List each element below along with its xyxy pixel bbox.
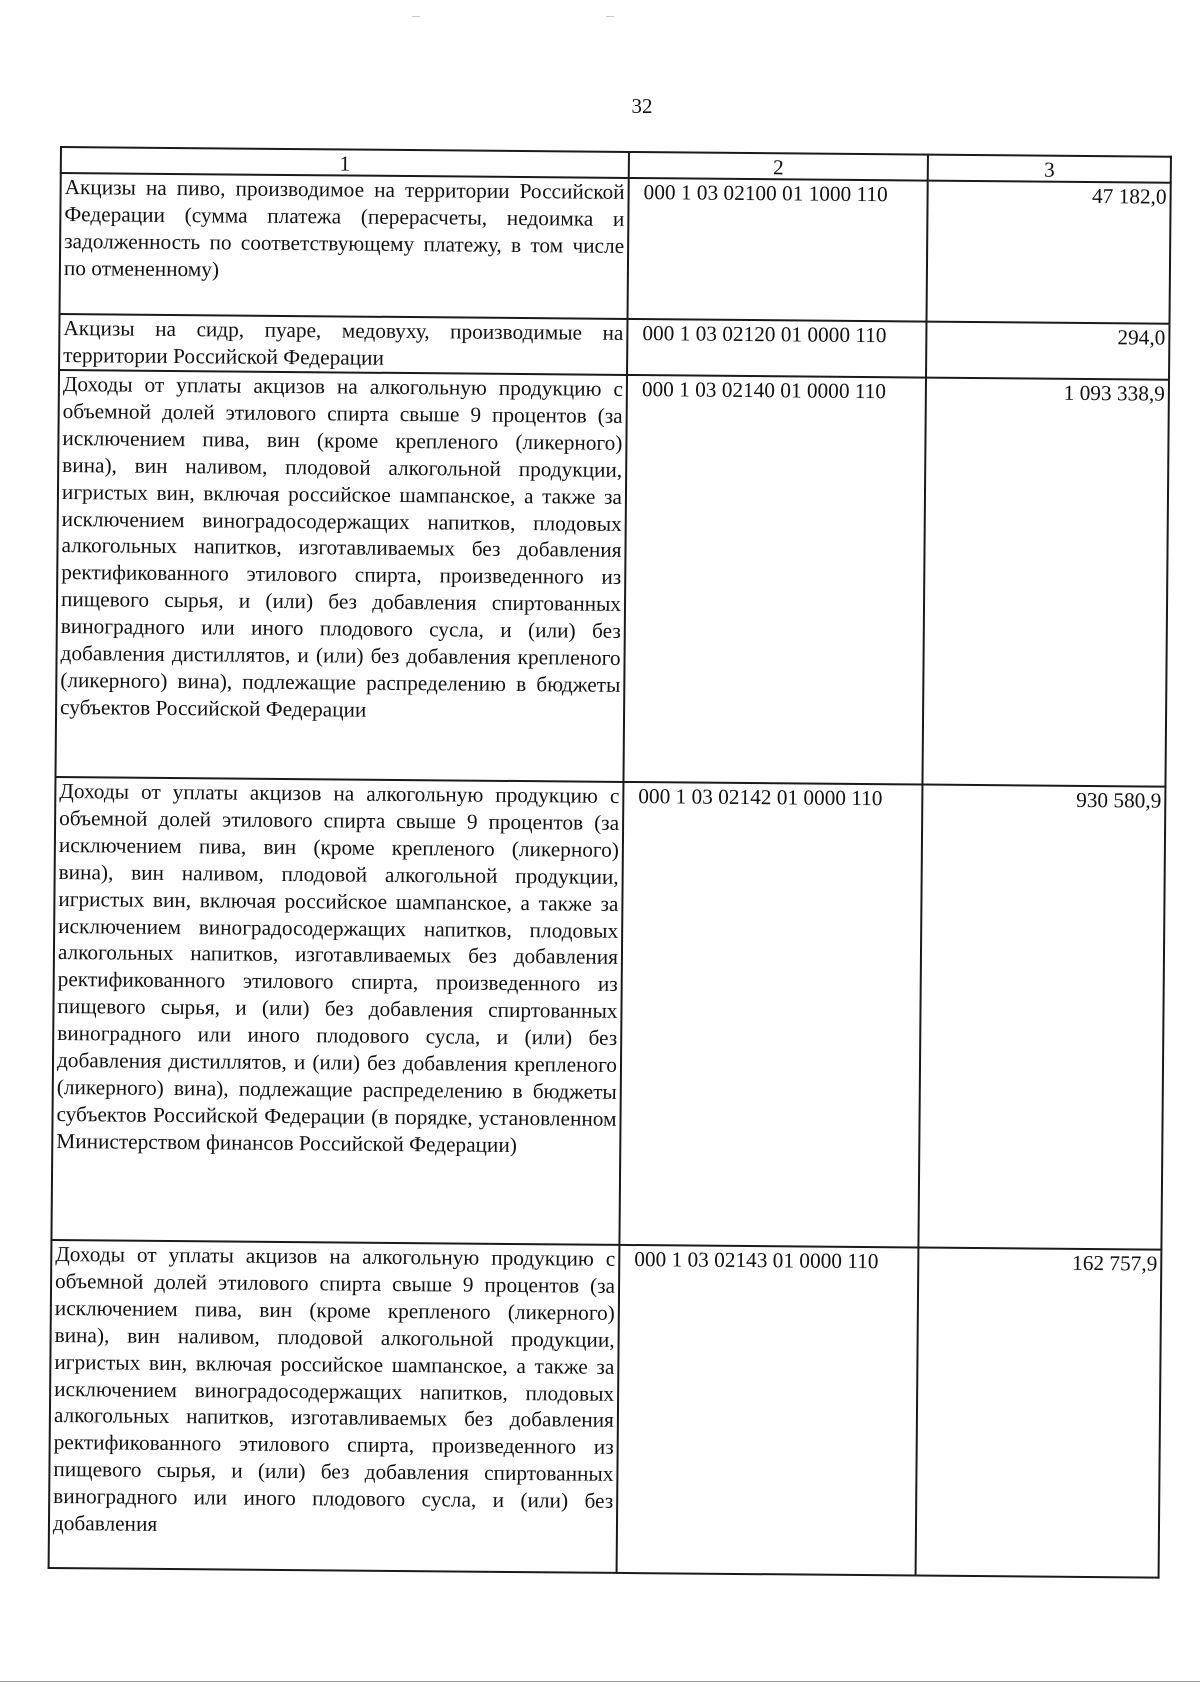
budget-code-cell: 000 1 03 02143 01 0000 110 [617, 1245, 919, 1576]
table-row [59, 314, 1169, 380]
budget-code-cell: 000 1 03 02142 01 0000 110 [619, 782, 922, 1248]
scan-speck [606, 16, 614, 17]
income-name-cell: Доходы от уплаты акцизов на алкогольную продукцию с объемной долей этилового спирта свыше 9 процентов (за исключением пива, вин (кроме крепленого (ликерного) вина), вин наливом, плодовой алкогольной продукции, игристых вин, включая российское шампанское, а также за исключением виноградосодержащих напитков, плодовых алкогольных напитков, изготавливаемых без добавления ректификованного этилового спирта, произведенного из пищевого сырья, и (или) без добавления спиртованных виноградного или иного плодового сусла, и (или) без добавления дистиллятов, и (или) без добавления крепленого (ликерного) вина), подлежащие распределению в бюджеты субъектов Российской Федерации [55, 370, 627, 782]
table-row [60, 173, 1171, 324]
income-name-cell: Доходы от уплаты акцизов на алкогольную продукцию с объемной долей этилового спирта свыше 9 процентов (за исключением пива, вин (кроме крепленого (ликерного) вина), вин наливом, плодовой алкогольной продукции, игристых вин, включая российское шампанское, а также за исключением виноградосодержащих напитков, плодовых алкогольных напитков, изготавливаемых без добавления ректификованного этилового спирта, произведенного из пищевого сырья, и (или) без добавления спиртованных виноградного или иного плодового сусла, и (или) без добавления [49, 1240, 620, 1573]
amount-cell: 294,0 [926, 322, 1169, 380]
table-row [49, 1240, 1162, 1578]
scan-speck [412, 16, 420, 17]
revenue-table [48, 146, 1172, 1579]
column-header-2: 2 [629, 152, 928, 181]
income-name-cell: Доходы от уплаты акцизов на алкогольную продукцию с объемной долей этилового спирта свыше 9 процентов (за исключением пива, вин (кроме крепленого (ликерного) вина), вин наливом, плодовой алкогольной продукции, игристых вин, включая российское шампанское, а также за исключением виноградосодержащих напитков, плодовых алкогольных напитков, изготавливаемых без добавления ректификованного этилового спирта, произведенного из пищевого сырья, и (или) без добавления спиртованных виноградного или иного плодового сусла, и (или) без добавления дистиллятов, и (или) без добавления крепленого (ликерного) вина), подлежащие распределению в бюджеты субъектов Российской Федерации (в порядке, установленном Министерством финансов Российской Федерации) [51, 777, 623, 1245]
bottom-scan-rule [0, 1681, 1200, 1682]
table-row [55, 370, 1169, 787]
amount-cell: 930 580,9 [918, 785, 1165, 1250]
amount-cell: 47 182,0 [927, 181, 1171, 324]
budget-code-cell: 000 1 03 02140 01 0000 110 [623, 375, 926, 785]
table-row [51, 777, 1165, 1250]
income-name-cell: Акцизы на пиво, производимое на территории Российской Федерации (сумма платежа (перерасчеты, недоимка и задолженность по соответствующему платежу, в том числе по отмененному) [60, 173, 629, 319]
amount-cell: 162 757,9 [916, 1248, 1162, 1578]
column-header-1: 1 [61, 147, 629, 178]
budget-code-cell: 000 1 03 02100 01 1000 110 [628, 178, 928, 322]
income-name-cell: Акцизы на сидр, пуаре, медовуху, производимые на территории Российской Федерации [59, 314, 627, 375]
amount-cell: 1 093 338,9 [922, 378, 1169, 787]
budget-code-cell: 000 1 03 02120 01 0000 110 [627, 319, 926, 378]
column-header-3: 3 [928, 155, 1171, 183]
page-number: 32 [631, 94, 653, 118]
